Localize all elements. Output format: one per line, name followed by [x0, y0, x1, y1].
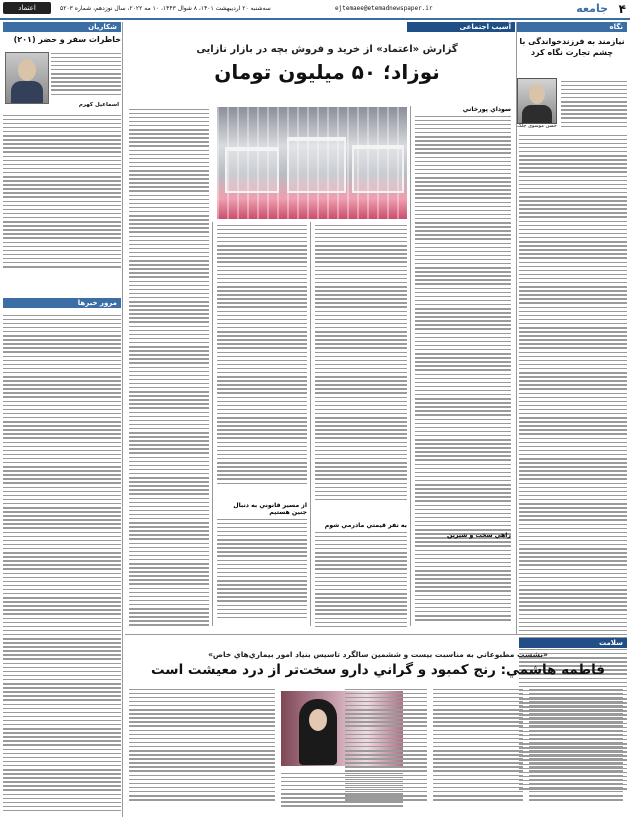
left-text-body [3, 112, 121, 292]
article-text [217, 516, 307, 636]
left-column [3, 22, 121, 817]
bottom-text [529, 686, 623, 814]
article-subhead: از مسير قانوني به دنبال جنين هستيم [233, 502, 307, 516]
left-intro-text [51, 50, 121, 100]
article-text [315, 222, 407, 522]
main-article [125, 22, 515, 632]
left-column-title: خاطرات سفر و حضر (۲۰۱) [13, 35, 121, 44]
article-text [315, 529, 407, 639]
right-text-body [519, 132, 627, 632]
bottom-section-label: سلامت [519, 638, 627, 648]
newspaper-logo: اعتماد [3, 2, 51, 14]
column-divider [310, 222, 311, 626]
right-text-block [561, 78, 627, 130]
left-section-label: شکاریان [3, 22, 121, 32]
article-kicker: گزارش «اعتماد» از خرید و فروش بچه در بازار نازایی [196, 44, 458, 55]
author-photo [5, 52, 49, 104]
bottom-text [281, 770, 403, 814]
section-title: جامعه [576, 2, 608, 15]
article-col-2 [315, 222, 407, 639]
article-headline: نوزاد؛ ۵۰ میلیون تومان [214, 60, 440, 84]
article-col-4 [129, 106, 209, 626]
left-author-name: اسماعیل کهرم [78, 102, 119, 108]
left-news-briefs [3, 312, 121, 812]
article-subhead: به نفر قيمتي مادرمي شوم [324, 522, 407, 529]
masthead-bar [0, 0, 630, 20]
section-email[interactable]: ejtemaee@etemadnewspaper.ir [335, 5, 433, 12]
date-line: سه‌شنبه ۲۰ اردیبهشت ۱۴۰۱، ۸ شوال ۱۴۴۳، ۱۰ مه ۲۰۲۲، سال نوزدهم، شماره ۵۲۰۳ [60, 5, 271, 12]
right-author-name: حسن موسوی چلک [517, 123, 557, 129]
bottom-text [129, 686, 275, 814]
article-col-3 [217, 222, 307, 636]
article-subhead: راهي سخت و شيرين [447, 532, 511, 539]
article-text [217, 222, 307, 502]
left-section2-label: مرور خبرها [3, 298, 121, 308]
column-divider [122, 22, 123, 817]
article-text [129, 106, 209, 626]
author-photo [517, 78, 557, 124]
right-section-label: نگاه [517, 22, 627, 32]
article-col-1 [415, 106, 511, 623]
bottom-kicker: «نشست مطبوعاتي به مناسبت بيست و ششمين سالگرد تاسيس بنياد امور بيماري‌هاي خاص» [208, 650, 548, 659]
column-divider [410, 106, 411, 626]
column-divider [212, 222, 213, 626]
side-label: آسیب اجتماعی [407, 22, 515, 32]
bottom-text [433, 686, 523, 814]
column-divider [516, 22, 517, 634]
right-column-title: نیازمند به فرزندخواندگی با چشم تجارت نگاه کرد [519, 37, 625, 57]
article-subhead-4 [415, 532, 511, 539]
section-divider [125, 634, 627, 635]
article-text [415, 113, 511, 623]
bottom-article [125, 636, 627, 817]
bottom-headline: فاطمه هاشمي: رنج كمبود و گراني دارو سخت‌تر از درد معيشت است [151, 662, 605, 678]
article-subhead: سوداي پورخاني [462, 106, 511, 113]
page-number: ۴ [618, 2, 626, 16]
nursery-photo [217, 107, 407, 219]
